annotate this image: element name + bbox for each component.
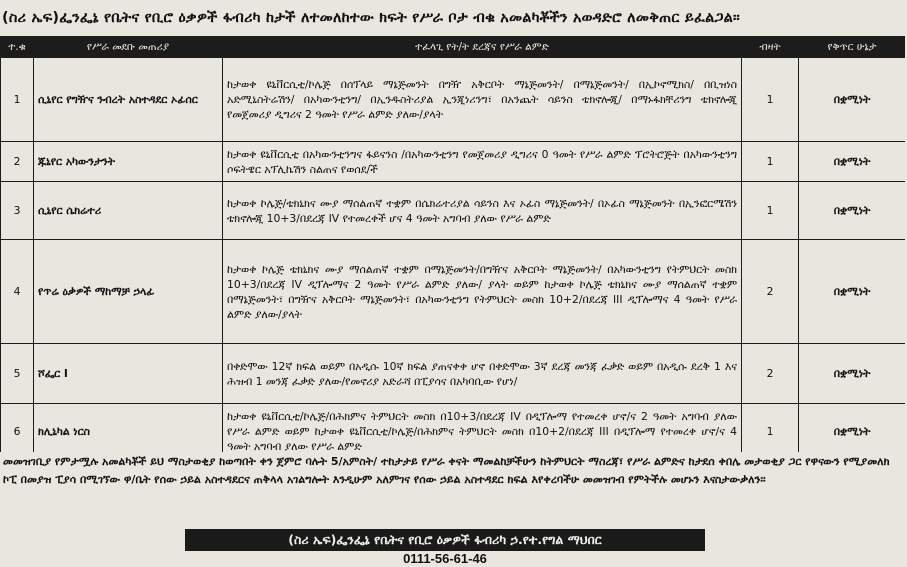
application-instructions: መመዝገቢያ የምታሟሉ አመልካቾች ይህ ማስታወቂያ ከወጣበት ቀን ጀምሮ ባሉት 5/አምስት/ ተከታታይ የሥራ ቀናት ማመልከቻችሁን ከትምህርት ማስረጃ፣ የሥራ ልምድና ከታደሰ ቀበሌ መታወቂያ ጋር የዋናውን የሚያመለክ ኮፒ በመያዝ ፒያሳ በሚገኘው ዋ/ቤት የሰው ኃይል አስተዳደርና ጠቅላላ አገልግሎት እንዲሁም አለምገና የሰው ኃይል አስተዳደር ክፍል እየቀረባችሁ መመዝገብ የምትችሉ መሆኑን እናስታውቃለን፡፡ [3, 455, 890, 486]
position-title: ጁኒየር አካውንታንት [34, 142, 223, 182]
phone-number: 0111-56-61-46 [403, 551, 487, 566]
table-row [1, 240, 906, 344]
vacancy-table-container [0, 36, 905, 452]
table-row [1, 404, 906, 453]
row-number: 3 [1, 182, 34, 240]
employment-status: በቋሚነት [799, 344, 906, 404]
row-number: 2 [1, 142, 34, 182]
position-quantity: 1 [742, 142, 799, 182]
position-title: ሲኒየር የግዥና ንብረት አስተዳደር ኦፊሰር [34, 58, 223, 142]
employment-status: በቋሚነት [799, 404, 906, 453]
position-quantity: 1 [742, 58, 799, 142]
col-header-number: ተ.ቁ [1, 37, 34, 58]
table-header-row [1, 37, 906, 58]
position-quantity: 2 [742, 240, 799, 344]
col-header-employment-status: የቅጥር ሁኔታ [799, 37, 906, 58]
table-row [1, 182, 906, 240]
employment-status: በቋሚነት [799, 142, 906, 182]
position-requirement: በቀድሞው 12ኛ ክፍል ወይም በአዲሱ 10ኛ ክፍል ያጠናቀቀ ሆኖ በቀድሞው 3ኛ ደረጃ መንጃ ፈቃድ ወይም በአዲሱ ደረቅ 1 እና ሕዝብ 1 መንጃ ፈቃድ ያለው/የመኖሪያ አድራሻ በፒያሳና በአካባቢው የሆነ/ [223, 344, 742, 404]
position-title: ክሊኒካል ነርስ [34, 404, 223, 453]
position-title: ሾፌር I [34, 344, 223, 404]
table-row [1, 344, 906, 404]
table-row [1, 58, 906, 142]
position-requirement: ከታወቀ ዩኒቨርሲቲ/ኮሌጅ በሰፕላይ ማኔጅመንት በግዥ አቅርቦት ማኔጅመንት/ በማኔጅመንት/ በኢኮኖሚክስ/ በቢዝነስ አድሚኒስትሬሽን/ በአካውንቲንግ/ በኢንዱስትሪያል ኢንጂነሪንግ፣ በአንጨት ሳይንስ ቴክኖሎጂ/ በማኑፋክቸሪንግ ቴክኖሎጂ የመጀመሪያ ዲግሪና 2 ዓመት የሥራ ልምድ ያለው/ያላት [223, 58, 742, 142]
position-requirement: ከታወቀ ኮሌጅ ቴክኒክና ሙያ ማሰልጠኛ ተቋም በማኔጅመንት/በግዥና አቅርቦት ማኔጅመንት/ በአካውንቲንግ የትምህርት መስክ 10+3/በደረጃ IV ዲፕሎማና 2 ዓመት የሥራ ልምድ ያለው/ ያላት ወይም ከታወቀ ኮሌጅ ቴክኒክና ሙያ ማሰልጠኛ ተቋም በማኔጅመንት፣ በግዥና አቅርቦት ማኔጅመንት፣ በአካውንቲንግ የትምህርት መስክ 10+2/በደረጃ III ዲፕሎማና 4 ዓመት የሥራ ልምድ ያለው/ያላት [223, 240, 742, 344]
ad-header: (ስሪ ኤፍ)ፌንፌኔ የቤትና የቢሮ ዕቃዎች ፋብሪካ ከታች ለተመለከተው ክፍት የሥራ ቦታ ብቁ አመልካቾችን አወዳድሮ ለመቅጠር ይፈልጋል። [2, 10, 740, 26]
position-quantity: 2 [742, 344, 799, 404]
row-number: 1 [1, 58, 34, 142]
col-header-requirement: ተፈላጊ የት/ት ደረጃና የሥራ ልምድ [223, 37, 742, 58]
position-title: የጥሬ ዕቃዎች ማከማቻ ኃላፊ [34, 240, 223, 344]
employment-status: በቋሚነት [799, 182, 906, 240]
row-number: 6 [1, 404, 34, 453]
position-quantity: 1 [742, 404, 799, 453]
col-header-quantity: ብዛት [742, 37, 799, 58]
position-requirement: ከታወቀ ዩኒቨርሲቲ/ኮሌጅ/በሕክምና ትምህርት መስክ በ10+3/በደረጃ IV በዲፕሎማ የተመረቀ ሆኖ/ና 2 ዓመት አግባብ ያለው የሥራ ልምድ ወይም ከታወቀ ዩኒቨርሲቲ/ኮሌጅ/በሕክምና ትምህርት መስክ በ10+2/በደረጃ III በዲፕሎማ የተመረቀ ሆኖ/ና 4 ዓመት አግባብ ያለው የሥራ ልምድ [223, 404, 742, 453]
position-title: ሲኒየር ሴክሬተሪ [34, 182, 223, 240]
position-requirement: ከታወቀ ኮሌጅ/ቴክኒክና ሙያ ማሰልጠኛ ተቋም በሴክሬተሪያል ሳይንስ እና ኦፊስ ማኔጅመንት/ በኦፊስ ማኔጅመንት በኢንፎርሜሽን ቴክኖሎጂ 10+3/በደረጃ IV የተመረቀች ሆና 4 ዓመት አግባብ ያለው የሥራ ልምድ [223, 182, 742, 240]
position-requirement: ከታወቀ ዩኒቨርሲቲ በአካውንቲንግና ፋይናንስ /በአካውንቲንግ የመጀመሪያ ዲግሪና 0 ዓመት የሥራ ልምድ ፕሮትሮጅት በአካውንቲንግ ሶፍትዌር አፕሊኬሽን ስልጠና የወሰደ/ች [223, 142, 742, 182]
row-number: 4 [1, 240, 34, 344]
employment-status: በቋሚነት [799, 58, 906, 142]
table-row [1, 142, 906, 182]
position-quantity: 1 [742, 182, 799, 240]
row-number: 5 [1, 344, 34, 404]
employment-status: በቋሚነት [799, 240, 906, 344]
vacancy-table [0, 36, 905, 452]
company-banner: (ስሪ ኤፍ)ፌንፌኔ የቤትና የቢሮ ዕቃዎች ፋብሪካ ኃ.የተ.የግል ማህበር [185, 529, 705, 551]
col-header-position: የሥራ መደቡ መጠሪያ [34, 37, 223, 58]
